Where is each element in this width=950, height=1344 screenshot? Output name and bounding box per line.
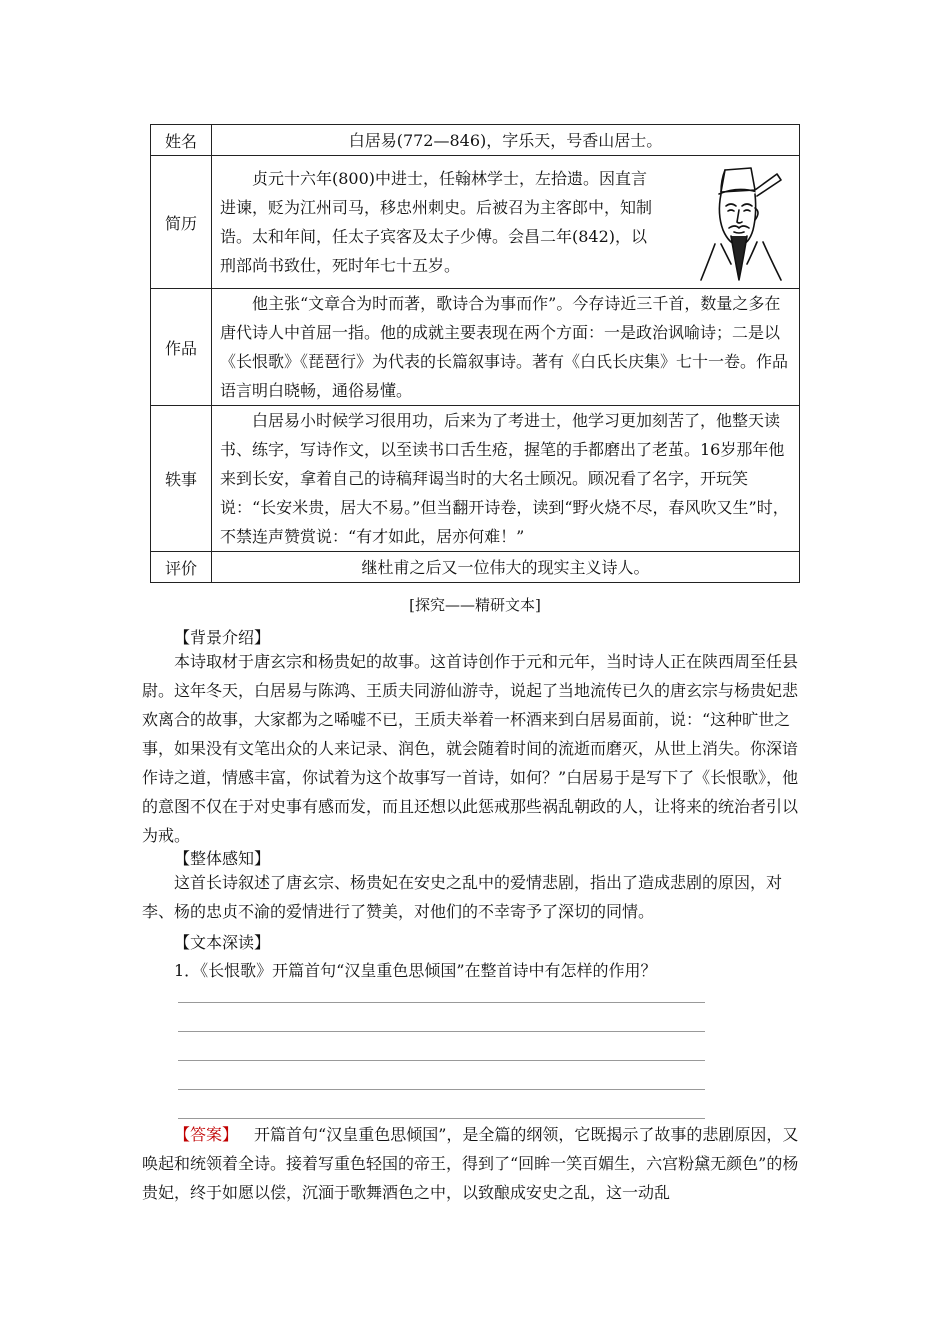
name-cell: 白居易(772—846)，字乐天，号香山居士。 xyxy=(212,125,800,156)
overall-text: 这首长诗叙述了唐玄宗、杨贵妃在安史之乱中的爱情悲剧，指出了造成悲剧的原因，对李、杨的忠贞不渝的爱情进行了赞美，对他们的不幸寄予了深切的同情。 xyxy=(142,873,783,921)
blank-line[interactable] xyxy=(178,1032,705,1061)
background-text: 本诗取材于唐玄宗和杨贵妃的故事。这首诗创作于元和元年，当时诗人正在陕西周至任县尉。这年冬天，白居易与陈鸿、王质夫同游仙游寺，说起了当地流传已久的唐玄宗与杨贵妃悲欢离合的故事，大家都为之唏嘘不已，王质夫举着一杯酒来到白居易面前，说：“这种旷世之事，如果没有文笔出众的人来记录、润色，就会随着时间的流逝而磨灭，从世上消失。你深谙作诗之道，情感丰富，你试着为这个故事写一首诗，如何？”白居易于是写下了《长恨歌》，他的意图不仅在于对史事有感而发，而且还想以此惩戒那些祸乱朝政的人，让将来的统治者引以为戒。 xyxy=(142,652,799,845)
answer-tag: 【答案】 xyxy=(174,1125,239,1144)
biography-table xyxy=(150,124,800,583)
answer-text: 开篇首句“汉皇重色思倾国”，是全篇的纲领，它既揭示了故事的悲剧原因，又唤起和统领着全诗。接着写重色轻国的帝王，得到了“回眸一笑百媚生，六宫粉黛无颜色”的杨贵妃，终于如愿以偿，沉湎于歌舞酒色之中，以致酿成安史之乱，这一动乱 xyxy=(142,1125,799,1202)
bio-cell xyxy=(212,156,800,289)
answer-paragraph xyxy=(142,1120,802,1207)
blank-line[interactable] xyxy=(178,1003,705,1032)
blank-line[interactable] xyxy=(178,1061,705,1090)
works-cell: 他主张“文章合为时而著，歌诗合为事而作”。今存诗近三千首，数量之多在唐代诗人中首屈一指。他的成就主要表现在两个方面：一是政治讽喻诗；二是以《长恨歌》《琵琶行》为代表的长篇叙事诗。著有《白氏长庆集》七十一卷。作品语言明白晓畅，通俗易懂。 xyxy=(212,289,800,406)
background-heading: 【背景介绍】 xyxy=(174,628,271,647)
evaluation-cell: 继杜甫之后又一位伟大的现实主义诗人。 xyxy=(212,552,800,583)
row-label: 评价 xyxy=(151,552,212,583)
table-row-name xyxy=(151,125,800,156)
blank-line[interactable] xyxy=(178,1090,705,1119)
blank-line[interactable] xyxy=(178,974,705,1003)
row-label: 轶事 xyxy=(151,406,212,552)
overall-heading: 【整体感知】 xyxy=(174,849,271,868)
row-label: 姓名 xyxy=(151,125,212,156)
anecdote-cell: 白居易小时候学习很用功，后来为了考进士，他学习更加刻苦了，他整天读书、练字，写诗作文，以至读书口舌生疮，握笔的手都磨出了老茧。16岁那年他来到长安，拿着自己的诗稿拜谒当时的大名士顾况。顾况看了名字，开玩笑说：“长安米贵，居大不易。”但当翻开诗卷，读到“野火烧不尽，春风吹又生”时，不禁连声赞赏说：“有才如此，居亦何难！” xyxy=(212,406,800,552)
row-label: 作品 xyxy=(151,289,212,406)
bio-text: 贞元十六年(800)中进士，任翰林学士，左拾遗。因直言进谏，贬为江州司马，移忠州刺史。后被召为主客郎中，知制诰。太和年间，任太子宾客及太子少傅。会昌二年(842)，以刑部尚书致仕，死时年七十五岁。 xyxy=(220,169,653,275)
row-label: 简历 xyxy=(151,156,212,289)
section-title: [探究——精研文本] xyxy=(409,596,541,614)
question-text: 1．《长恨歌》开篇首句“汉皇重色思倾国”在整首诗中有怎样的作用？ xyxy=(174,961,657,980)
table-row-anecdote xyxy=(151,406,800,552)
bai-juyi-portrait xyxy=(691,164,787,282)
deep-reading-heading: 【文本深读】 xyxy=(174,933,271,952)
table-row-bio xyxy=(151,156,800,289)
table-row-works xyxy=(151,289,800,406)
answer-blank-lines[interactable] xyxy=(178,974,705,1119)
table-row-evaluation xyxy=(151,552,800,583)
